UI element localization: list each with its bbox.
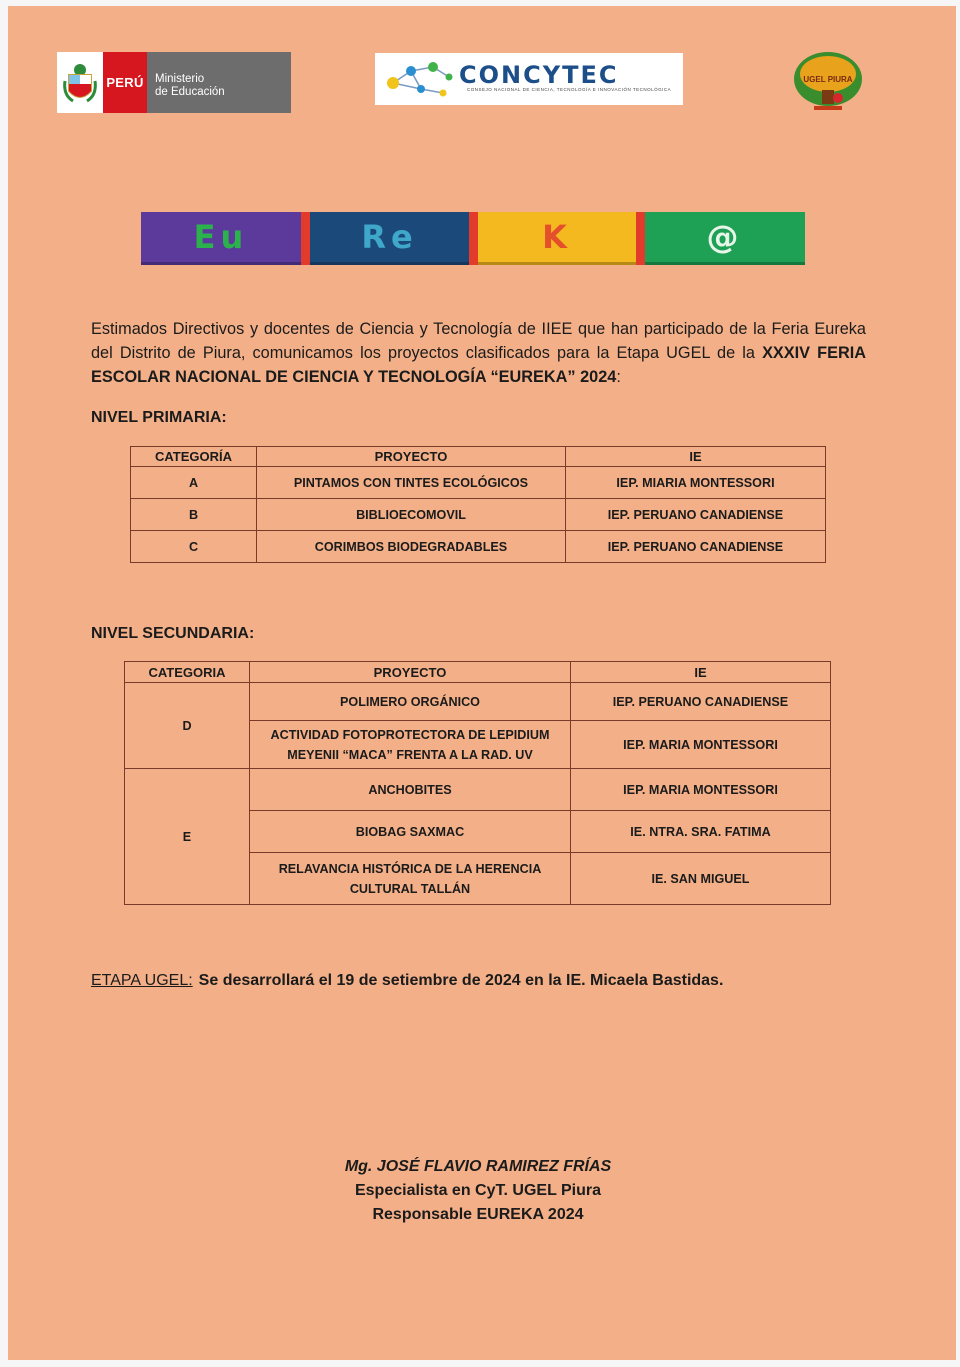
primaria-table [130,446,826,563]
primaria-heading: NIVEL PRIMARIA: [91,409,227,426]
eureka-block-eu: Eu [141,212,301,265]
ugel-name: UGEL PIURA [803,75,853,84]
header-proyecto: PROYECTO [257,447,566,467]
eureka-block-re: Re [310,212,469,265]
banner-separator [636,212,645,265]
signature-title-1: Especialista en CyT. UGEL Piura [354,1182,602,1199]
eureka-banner [141,212,824,265]
cell-proyecto: RELAVANCIA HISTÓRICA DE LA HERENCIA CULTURAL TALLÁN [250,853,571,905]
cell-ie: IE. NTRA. SRA. FATIMA [571,811,831,853]
eureka-block-k: K [478,212,636,265]
cell-ie: IEP. MIARIA MONTESSORI [566,467,826,499]
cell-categoria: C [131,531,257,563]
cell-proyecto: BIOBAG SAXMAC [250,811,571,853]
cell-ie: IEP. MARIA MONTESSORI [571,769,831,811]
ugel-piura-logo [792,50,864,112]
concytec-tagline: CONSEJO NACIONAL DE CIENCIA, TECNOLOGÍA E INNOVACIÓN TECNOLÓGICA [467,87,672,92]
header-ie: IE [571,662,831,683]
etapa-label: ETAPA UGEL: [91,972,193,989]
table-header-row [131,447,826,467]
header-categoria: CATEGORÍA [131,447,257,467]
header-ie: IE [566,447,826,467]
secundaria-table [124,661,831,905]
peru-coat-of-arms-icon [57,52,103,113]
minedu-logo [57,52,291,113]
cell-proyecto: ACTIVIDAD FOTOPROTECTORA DE LEPIDIUM MEYENII “MACA” FRENTA A LA RAD. UV [250,721,571,769]
etapa-text: Se desarrollará el 19 de setiembre de 2024 en la IE. Micaela Bastidas. [198,972,724,989]
cell-categoria: E [125,769,250,905]
signature-title-2: Responsable EUREKA 2024 [372,1206,584,1223]
eureka-block-at: @ [645,212,805,265]
table-header-row [125,662,831,683]
minedu-country: PERÚ [103,52,147,113]
table-row [125,769,831,811]
header-categoria: CATEGORIA [125,662,250,683]
cell-ie: IEP. MARIA MONTESSORI [571,721,831,769]
table-row [131,467,826,499]
concytec-logo [375,53,683,105]
cell-proyecto: ANCHOBITES [250,769,571,811]
cell-categoria: A [131,467,257,499]
cell-categoria: B [131,499,257,531]
banner-separator [469,212,478,265]
table-row [131,531,826,563]
table-row [125,683,831,721]
header-proyecto: PROYECTO [250,662,571,683]
intro-paragraph: Estimados Directivos y docentes de Ciencia y Tecnología de IIEE que han participado de la Feria Eureka del Distrito de Piura, comunicamos los proyectos clasificados para la Etapa UGEL de la XXXIV FERIA ESCOLAR NACIONAL DE CIENCIA Y TECNOLOGÍA “EUREKA” 2024: [91,320,866,386]
cell-ie: IEP. PERUANO CANADIENSE [566,499,826,531]
signature-name: Mg. JOSÉ FLAVIO RAMIREZ FRÍAS [344,1158,612,1175]
table-row [131,499,826,531]
banner-separator [301,212,310,265]
concytec-name: CONCYTEC [459,61,619,89]
cell-proyecto: POLIMERO ORGÁNICO [250,683,571,721]
cell-proyecto: CORIMBOS BIODEGRADABLES [257,531,566,563]
cell-proyecto: PINTAMOS CON TINTES ECOLÓGICOS [257,467,566,499]
secundaria-heading: NIVEL SECUNDARIA: [91,625,255,642]
cell-ie: IEP. PERUANO CANADIENSE [566,531,826,563]
cell-ie: IEP. PERUANO CANADIENSE [571,683,831,721]
cell-categoria: D [125,683,250,769]
molecule-icon [381,57,459,101]
etapa-ugel-line [91,972,723,990]
minedu-ministry: Ministerio de Educación [147,52,291,113]
cell-ie: IE. SAN MIGUEL [571,853,831,905]
cell-proyecto: BIBLIOECOMOVIL [257,499,566,531]
